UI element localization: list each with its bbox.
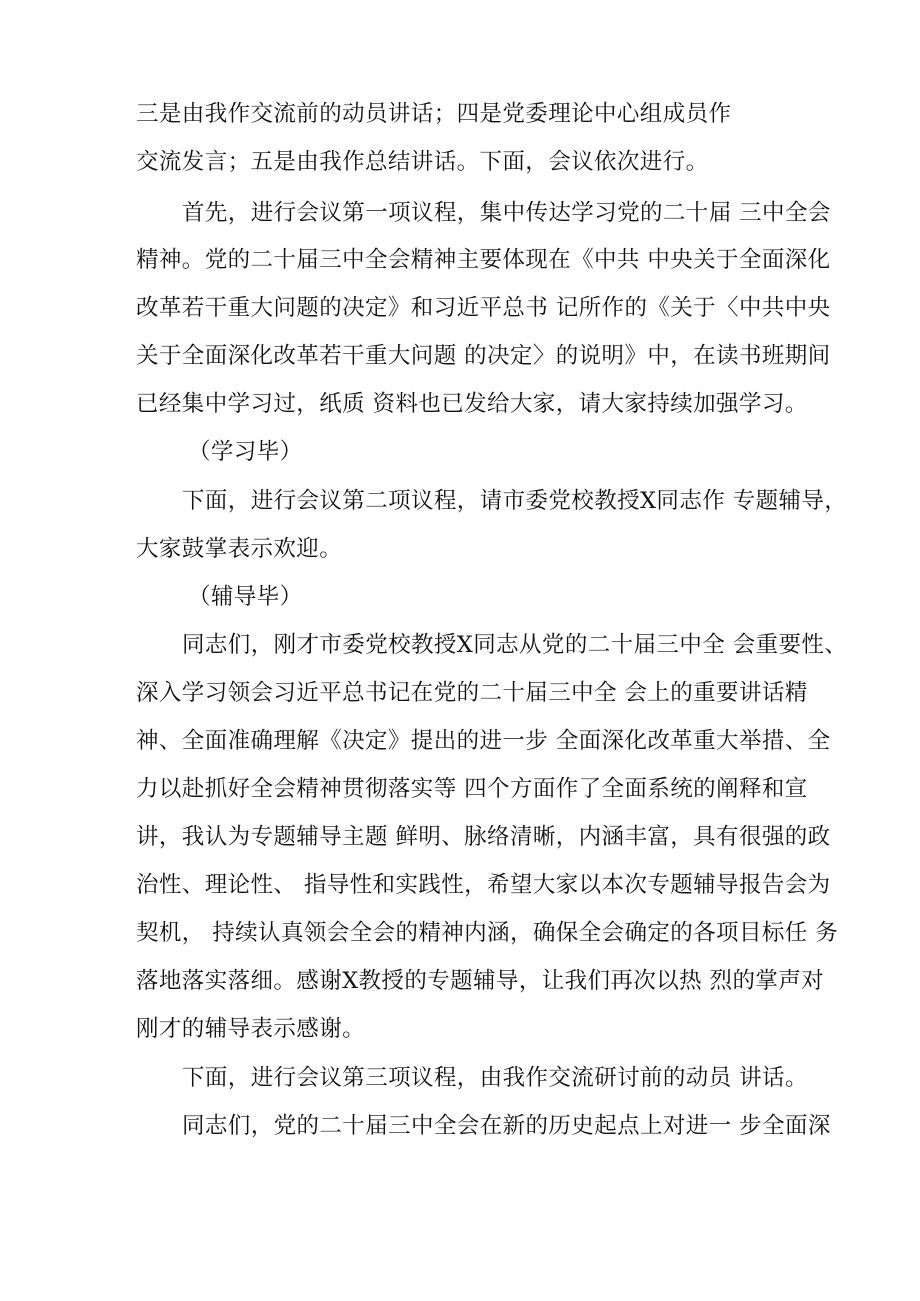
text-line: 关于全面深化改革若干重大问题 的决定〉的说明》中，在读书班期间 <box>136 343 831 369</box>
text-line: 刚才的辅导表示感谢。 <box>136 1016 366 1042</box>
text-line: 契机， 持续认真领会全会的精神内涵，确保全会确定的各项目标任 务 <box>136 920 839 946</box>
text-line: 已经集中学习过，纸质 资料也已发给大家，请大家持续加强学习。 <box>136 391 808 417</box>
paragraph-first-line: 同志们，党的二十届三中全会在新的历史起点上对进一 步全面深 <box>182 1113 831 1139</box>
text-line: 落地落实落细。感谢X教授的专题辅导，让我们再次以热 烈的掌声对 <box>136 968 825 994</box>
parenthetical-note: （学习毕） <box>188 439 303 465</box>
text-line: 三是由我作交流前的动员讲话；四是党委理论中心组成员作 <box>136 101 732 127</box>
text-line: 深入学习领会习近平总书记在党的二十届三中全 会上的重要讲话精 <box>136 680 808 706</box>
paragraph-first-line: 同志们，刚才市委党校教授X同志从党的二十届三中全 会重要性、 <box>182 632 848 658</box>
paragraph-first-line: 下面，进行会议第二项议程，请市委党校教授X同志作 专题辅导， <box>182 488 848 514</box>
text-line: 神、全面准确理解《决定》提出的进一步 全面深化改革重大举措、全 <box>136 728 831 754</box>
text-line: 力以赴抓好全会精神贯彻落实等 四个方面作了全面系统的阐释和宣 <box>136 776 808 802</box>
text-line: 大家鼓掌表示欢迎。 <box>136 536 343 562</box>
paragraph-first-line: 首先，进行会议第一项议程，集中传达学习党的二十届 三中全会 <box>182 200 831 226</box>
text-line: 交流发言；五是由我作总结讲话。下面，会议依次进行。 <box>136 149 709 175</box>
paragraph-first-line: 下面，进行会议第三项议程，由我作交流研讨前的动员 讲话。 <box>182 1065 808 1091</box>
text-line: 精神。党的二十届三中全会精神主要体现在《中共 中央关于全面深化 <box>136 247 831 273</box>
text-line: 治性、理论性、 指导性和实践性，希望大家以本次专题辅导报告会为 <box>136 872 831 898</box>
parenthetical-note: （辅导毕） <box>188 584 303 610</box>
text-line: 讲，我认为专题辅导主题 鲜明、脉络清晰，内涵丰富，具有很强的政 <box>136 824 831 850</box>
text-line: 改革若干重大问题的决定》和习近平总书 记所作的《关于〈中共中央 <box>136 295 831 321</box>
